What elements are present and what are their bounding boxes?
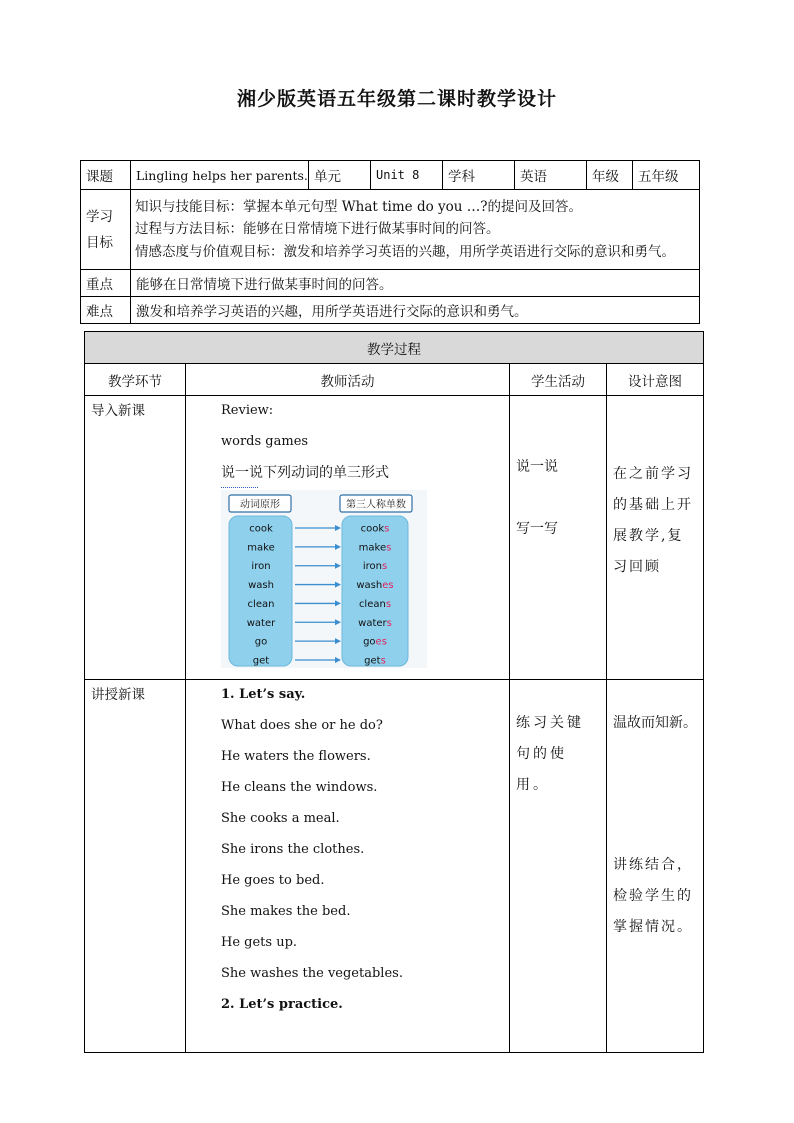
intro-teacher-activity <box>186 396 510 680</box>
verb-stem: clean <box>358 598 386 610</box>
intro-line-games: words games <box>221 434 309 449</box>
verb-base: go <box>254 636 268 648</box>
teach-student-text: 练习关键句的使用。 <box>516 715 584 793</box>
verb-suffix: es <box>382 580 394 592</box>
verb-third-person <box>359 599 391 610</box>
student-say: 说一说 <box>516 459 558 475</box>
unit-value: Unit 8 <box>371 161 443 190</box>
verb-suffix: s <box>385 598 392 610</box>
teach-intent-1: 温故而知新。 <box>613 715 697 731</box>
teach-line: 1. Let’s say. <box>221 687 306 702</box>
teach-line: 2. Let’s practice. <box>221 997 343 1012</box>
verb-base: iron <box>251 561 271 573</box>
intro-stage: 导入新课 <box>85 396 186 680</box>
teach-student-activity <box>510 680 607 1053</box>
column-teacher: 教师活动 <box>186 364 510 396</box>
teach-line: He goes to bed. <box>221 873 325 888</box>
lesson-info-table <box>80 160 700 324</box>
teach-intent-2: 讲练结合，检验学生的掌握情况。 <box>613 857 693 935</box>
topic-label: 课题 <box>81 161 131 190</box>
topic-value: Lingling helps her parents. <box>131 161 309 190</box>
objective-attitude: 情感态度与价值观目标：激发和培养学习英语的兴趣，用所学英语进行交际的意识和勇气。 <box>135 243 675 260</box>
verb-suffix: s <box>384 523 390 535</box>
verb-stem: wash <box>356 580 383 592</box>
verb-suffix: s <box>381 561 388 573</box>
objectives-label <box>81 190 131 270</box>
verb-third-person <box>363 637 387 648</box>
verb-suffix: s <box>380 655 386 667</box>
verb-suffix: s <box>386 542 392 554</box>
unit-label: 单元 <box>309 161 371 190</box>
teach-line: He gets up. <box>221 935 298 950</box>
teach-line: What does she or he do? <box>221 718 383 733</box>
column-student: 学生活动 <box>510 364 607 396</box>
objectives-label-line-1: 学习 <box>86 208 113 225</box>
verb-third-person <box>361 524 390 535</box>
verb-third-person <box>363 561 387 572</box>
grade-label: 年级 <box>587 161 633 190</box>
teach-design-intent <box>607 680 704 1053</box>
teach-line: She washes the vegetables. <box>221 966 403 981</box>
verb-stem: iron <box>362 561 382 573</box>
objective-process: 过程与方法目标：能够在日常情境下进行做某事时间的问答。 <box>135 221 500 238</box>
verb-base: clean <box>247 598 275 610</box>
verb-suffix: s <box>386 617 392 629</box>
intro-design-intent <box>607 396 704 680</box>
verb-third-person <box>358 618 392 629</box>
intro-student-activity <box>510 396 607 680</box>
column-stage: 教学环节 <box>85 364 186 396</box>
teach-line: He waters the flowers. <box>221 749 371 764</box>
grade-value: 五年级 <box>633 161 700 190</box>
verb-forms-chart <box>221 490 427 668</box>
page-title: 湘少版英语五年级第二课时教学设计 <box>236 88 557 110</box>
difficulty-value: 激发和培养学习英语的兴趣，用所学英语进行交际的意识和勇气。 <box>131 297 700 324</box>
verb-suffix: es <box>375 636 387 648</box>
teach-stage: 讲授新课 <box>85 680 186 1053</box>
verb-base: wash <box>248 580 274 592</box>
verb-stem: water <box>358 617 387 629</box>
teach-line: She cooks a meal. <box>221 811 340 826</box>
column-intent: 设计意图 <box>607 364 704 396</box>
teaching-process-table <box>84 331 704 1053</box>
difficulty-label: 难点 <box>81 297 131 324</box>
intro-intent-text: 在之前学习的基础上开展教学,复习回顾 <box>613 466 693 575</box>
verb-stem: cook <box>360 523 385 535</box>
objectives-label-line-2: 目标 <box>86 234 113 251</box>
subject-value: 英语 <box>515 161 587 190</box>
subject-label: 学科 <box>443 161 515 190</box>
verb-base: cook <box>249 523 273 535</box>
teach-teacher-activity <box>186 680 510 1053</box>
verb-third-person <box>364 656 386 667</box>
teach-line: She irons the clothes. <box>221 842 365 857</box>
teach-line: She makes the bed. <box>221 904 351 919</box>
verb-third-person <box>359 542 392 553</box>
intro-line-review: Review: <box>221 403 274 418</box>
verb-stem: make <box>358 542 387 554</box>
verb-stem: go <box>363 636 376 648</box>
key-point-value: 能够在日常情境下进行做某事时间的问答。 <box>131 270 700 297</box>
student-write: 写一写 <box>516 521 558 537</box>
verb-base: water <box>246 617 276 629</box>
key-point-label: 重点 <box>81 270 131 297</box>
intro-line-instruction: 说一说下列动词的单三形式 <box>221 465 389 481</box>
teach-line: He cleans the windows. <box>221 780 378 795</box>
objective-knowledge: 知识与技能目标：掌握本单元句型 What time do you …?的提问及回答。 <box>135 198 582 215</box>
process-header: 教学过程 <box>85 332 704 364</box>
verb-base: get <box>252 655 270 667</box>
verb-base: make <box>247 542 275 554</box>
verb-third-person <box>356 580 393 591</box>
right-header-text: 第三人称单数 <box>346 499 406 511</box>
dotted-underline <box>221 487 258 488</box>
verb-stem: get <box>364 655 381 667</box>
left-header-text: 动词原形 <box>240 499 280 511</box>
objectives-content <box>131 190 700 270</box>
